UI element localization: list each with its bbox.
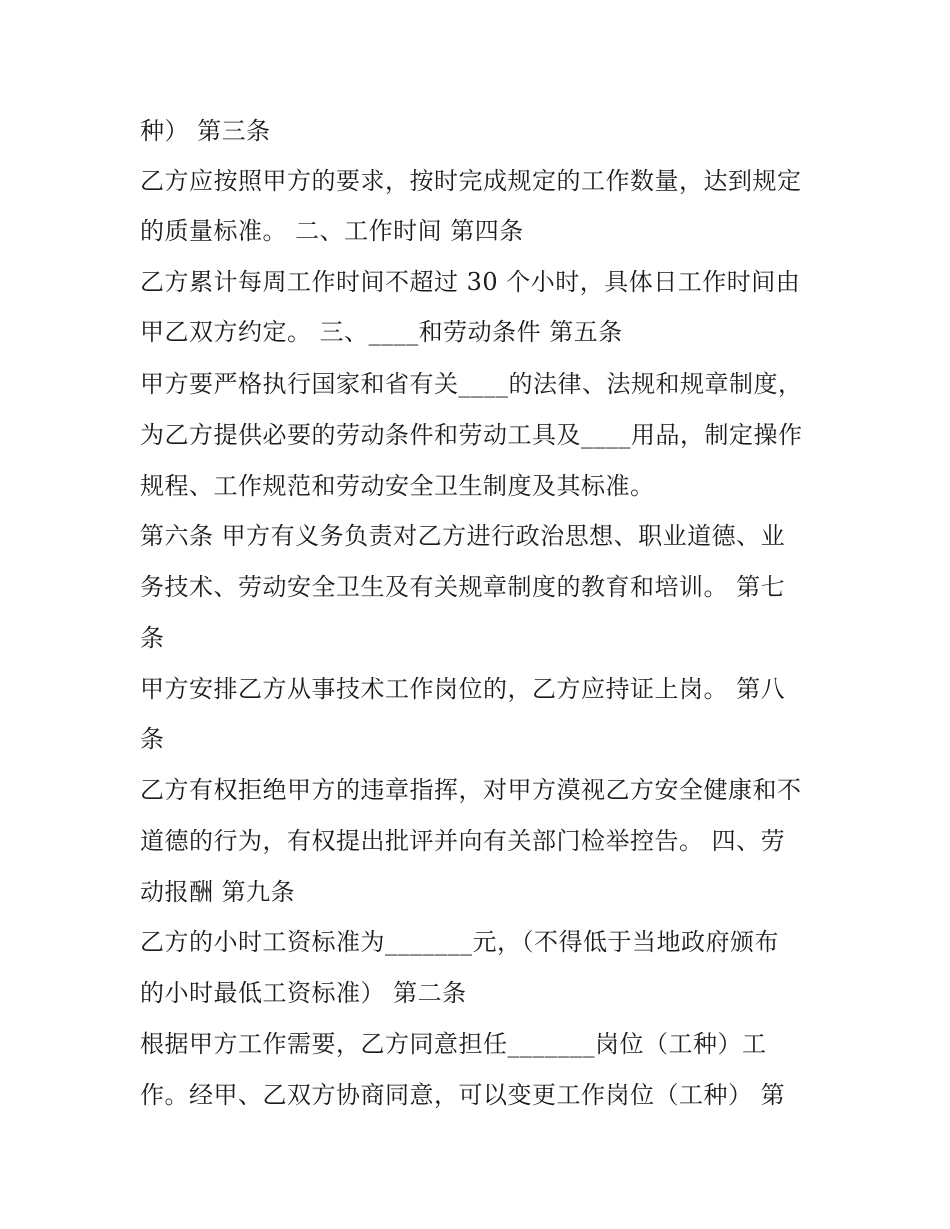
text-line: 作。经甲、乙双方协商同意，可以变更工作岗位（工种） 第 xyxy=(140,1081,786,1109)
text-line: 规程、工作规范和劳动安全卫生制度及其标准。 xyxy=(140,472,655,500)
text-line: 乙方的小时工资标准为_______元，（不得低于当地政府颁布 xyxy=(140,928,779,956)
text-line: 甲乙双方约定。 三、____和劳动条件 第五条 xyxy=(140,318,623,346)
text-line: 乙方有权拒绝甲方的违章指挥，对甲方漠视乙方安全健康和不 xyxy=(140,776,802,804)
text-line: 条 xyxy=(140,624,165,652)
text-line: 为乙方提供必要的劳动条件和劳动工具及____用品，制定操作 xyxy=(140,421,803,449)
text-line: 第六条 甲方有义务负责对乙方进行政治思想、职业道德、业 xyxy=(140,522,786,550)
text-line: 动报酬 第九条 xyxy=(140,878,296,906)
text-line: 条 xyxy=(140,725,165,753)
text-line: 乙方累计每周工作时间不超过 30 个小时，具体日工作时间由 xyxy=(140,268,801,296)
text-line: 甲方要严格执行国家和省有关____的法律、法规和规章制度， xyxy=(140,370,803,398)
text-line: 的质量标准。 二、工作时间 第四条 xyxy=(140,217,524,245)
text-line: 甲方安排乙方从事技术工作岗位的，乙方应持证上岗。 第八 xyxy=(140,675,786,703)
text-line: 根据甲方工作需要，乙方同意担任_______岗位（工种）工 xyxy=(140,1030,767,1058)
text-line: 的小时最低工资标准） 第二条 xyxy=(140,979,467,1007)
text-line: 务技术、劳动安全卫生及有关规章制度的教育和培训。 第七 xyxy=(140,573,786,601)
text-line: 种） 第三条 xyxy=(140,117,271,145)
text-line: 乙方应按照甲方的要求，按时完成规定的工作数量，达到规定 xyxy=(140,167,802,195)
text-line: 道德的行为，有权提出批评并向有关部门检举控告。 四、劳 xyxy=(140,827,786,855)
